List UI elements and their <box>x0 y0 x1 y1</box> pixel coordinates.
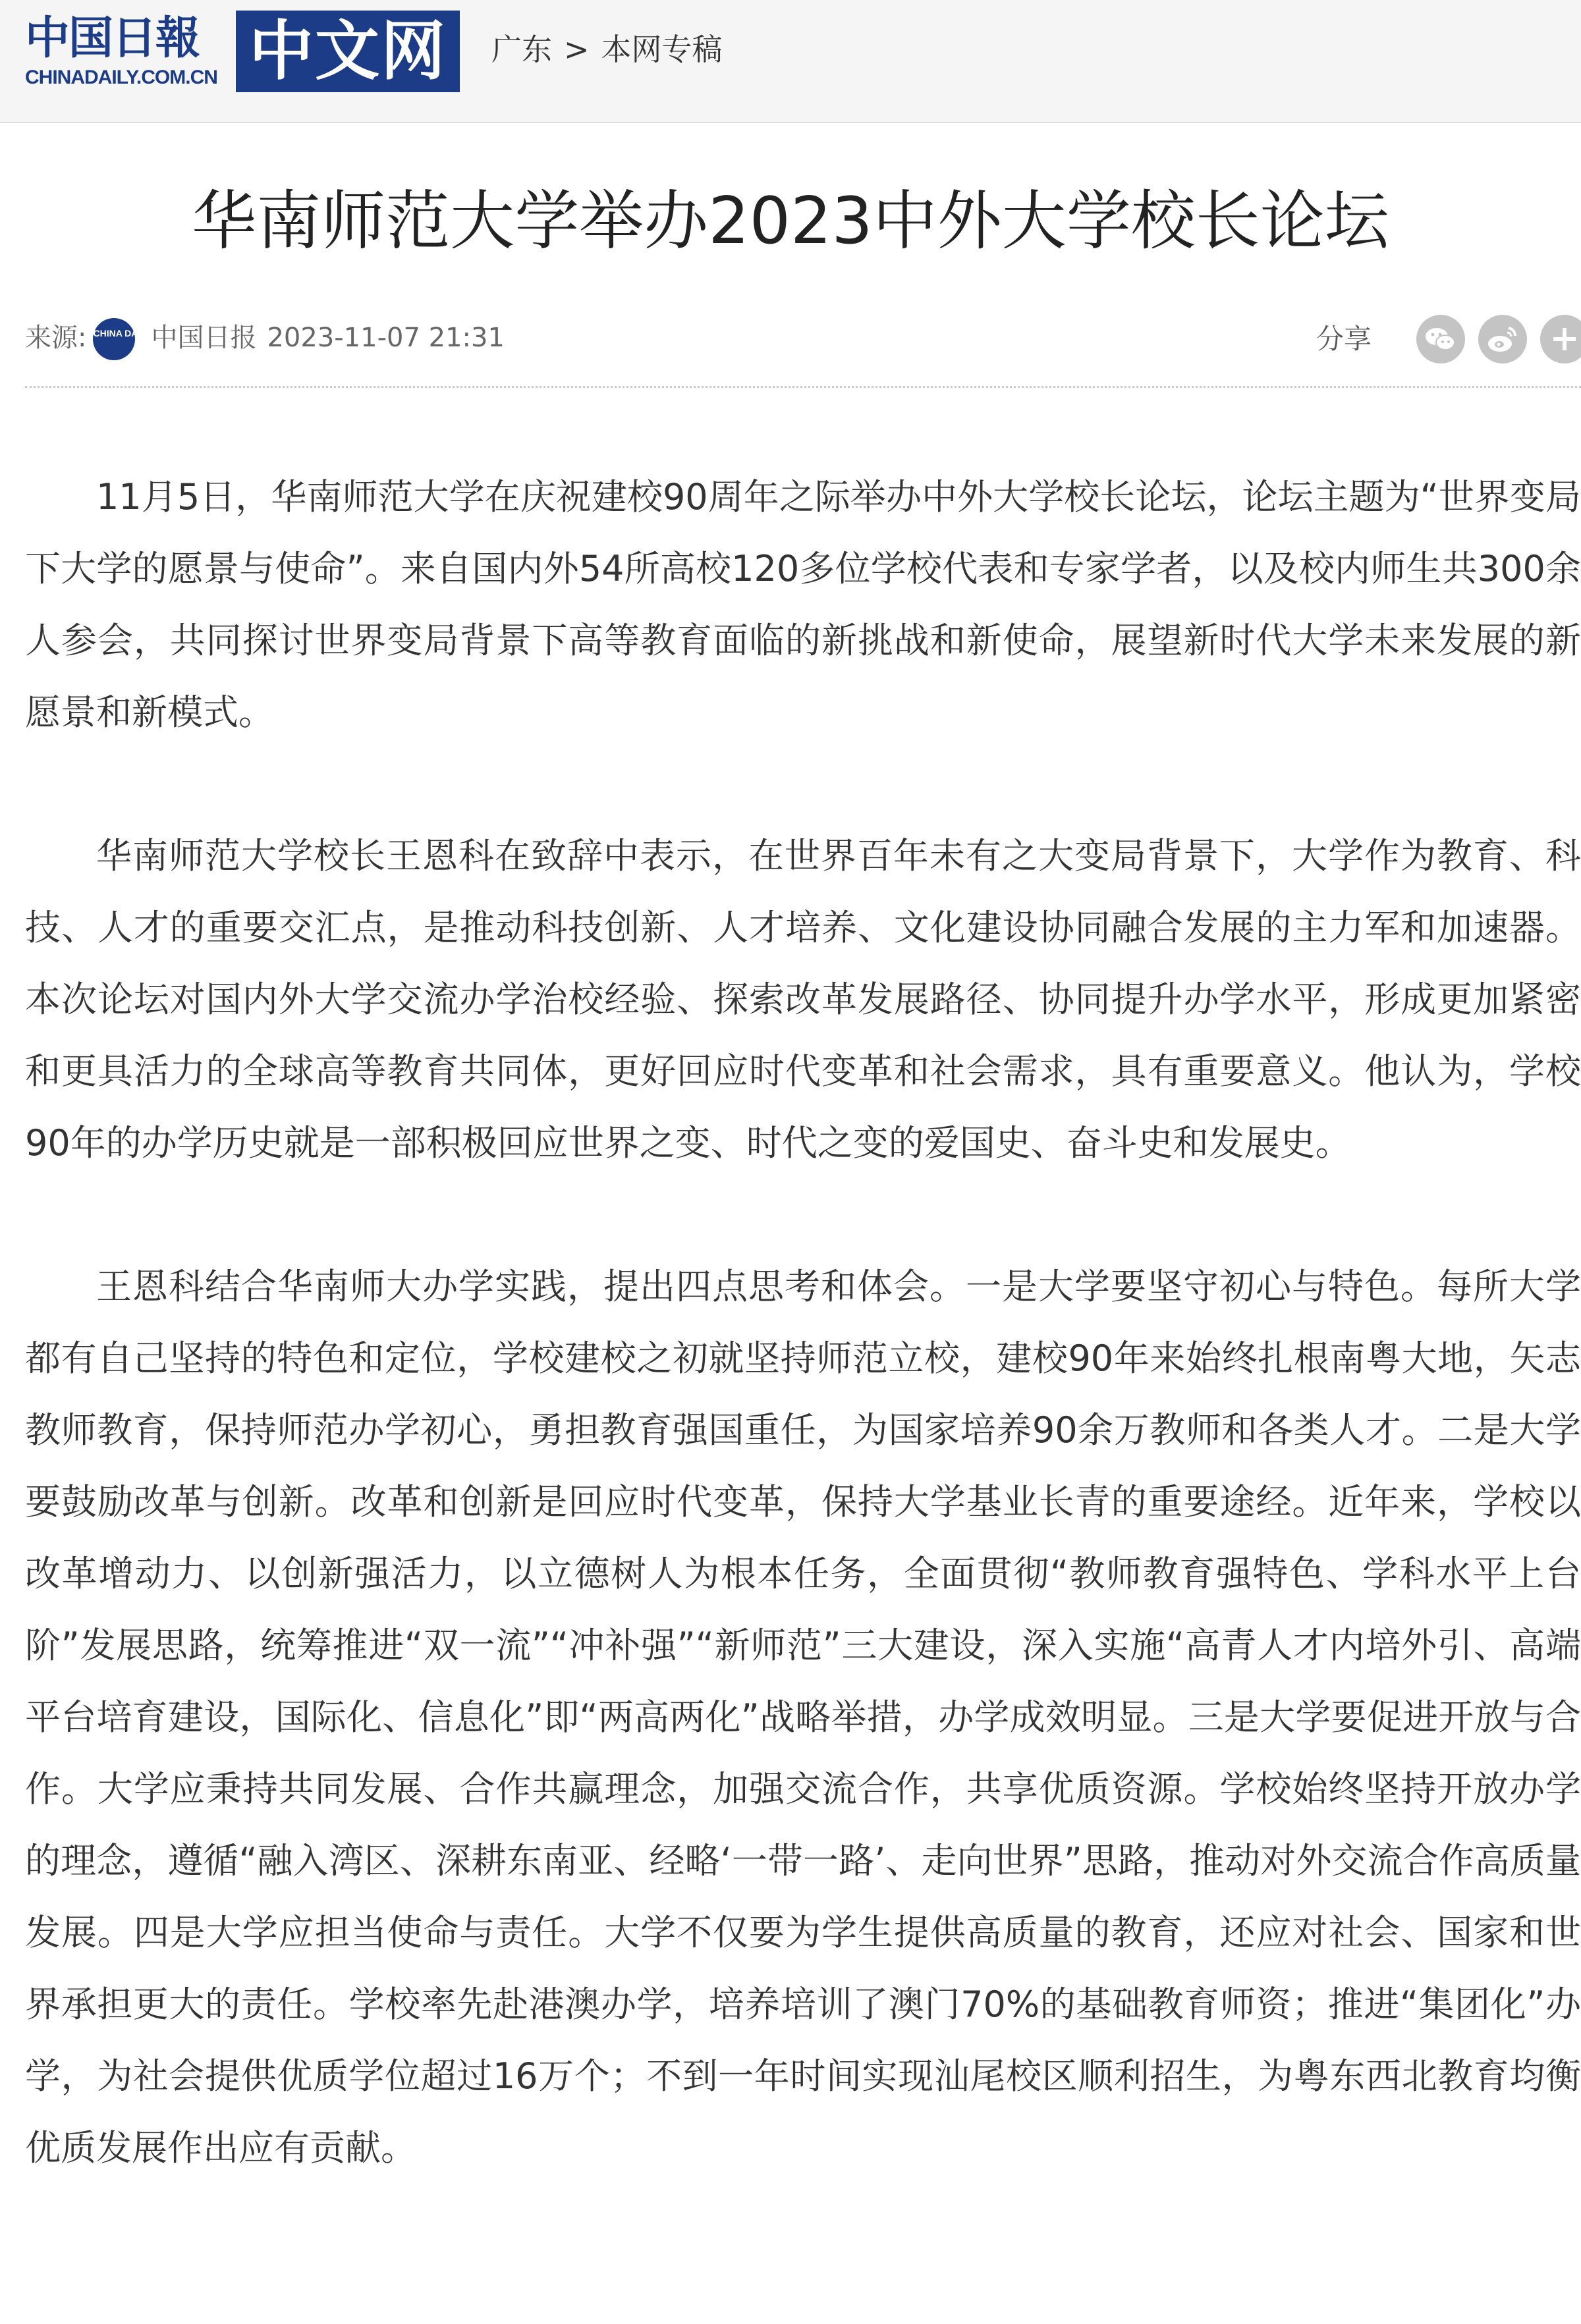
article-paragraph: 华南师范大学校长王恩科在致辞中表示，在世界百年未有之大变局背景下，大学作为教育、科技、人才的重要交汇点，是推动科技创新、人才培养、文化建设协同融合发展的主力军和加速器。本次论坛对国内外大学交流办学治校经验、探索改革发展路径、协同提升办学水平，形成更加紧密和更具活力的全球高等教育共同体，更好回应时代变革和社会需求，具有重要意义。他认为，学校90年的办学历史就是一部积极回应世界之变、时代之变的爱国史、奋斗史和发展史。 <box>25 835 1581 1164</box>
breadcrumb <box>491 26 723 72</box>
article-meta <box>25 315 505 361</box>
weibo-icon[interactable] <box>1478 315 1527 364</box>
plus-icon[interactable] <box>1540 315 1581 364</box>
breadcrumb-item-exclusive[interactable]: 本网专稿 <box>601 32 723 67</box>
share-label: 分享 <box>1316 323 1372 355</box>
page-title: 华南师范大学举办2023中外大学校长论坛 <box>192 184 1389 259</box>
source-name: 中国日报 <box>151 323 257 353</box>
china-daily-logo[interactable]: 中国日報 <box>25 12 200 65</box>
china-daily-source-logo: CHINA DAILY <box>93 318 135 360</box>
source-label: 来源: <box>25 323 87 353</box>
meta-divider <box>25 386 1581 388</box>
article-body <box>25 461 1581 2184</box>
wechat-icon[interactable] <box>1416 315 1465 364</box>
publish-datetime: 2023-11-07 21:31 <box>267 323 505 353</box>
site-header <box>0 0 1581 123</box>
chinese-site-logo[interactable]: 中文网 <box>236 11 460 92</box>
breadcrumb-item-guangdong[interactable]: 广东 <box>491 32 552 67</box>
article-paragraph: 11月5日，华南师范大学在庆祝建校90周年之际举办中外大学校长论坛，论坛主题为“世界变局下大学的愿景与使命”。来自国内外54所高校120多位学校代表和专家学者，以及校内师生共300余人参会，共同探讨世界变局背景下高等教育面临的新挑战和新使命，展望新时代大学未来发展的新愿景和新模式。 <box>25 476 1581 733</box>
china-daily-logo-url[interactable]: CHINADAILY.COM.CN <box>25 67 217 88</box>
breadcrumb-separator: > <box>564 32 590 67</box>
share-bar <box>1291 310 1581 369</box>
article-paragraph: 王恩科结合华南师大办学实践，提出四点思考和体会。一是大学要坚守初心与特色。每所大学都有自己坚持的特色和定位，学校建校之初就坚持师范立校，建校90年来始终扎根南粤大地，矢志教师教育，保持师范办学初心，勇担教育强国重任，为国家培养90余万教师和各类人才。二是大学要鼓励改革与创新。改革和创新是回应时代变革，保持大学基业长青的重要途经。近年来，学校以改革增动力、以创新强活力，以立德树人为根本任务，全面贯彻“教师教育强特色、学科水平上台阶”发展思路，统筹推进“双一流”“冲补强”“新师范”三大建设，深入实施“高青人才内培外引、高端平台培育建设，国际化、信息化”即“两高两化”战略举措，办学成效明显。三是大学要促进开放与合作。大学应秉持共同发展、合作共赢理念，加强交流合作，共享优质资源。学校始终坚持开放办学的理念，遵循“融入湾区、深耕东南亚、经略‘一带一路’、走向世界”思路，推动对外交流合作高质量发展。四是大学应担当使命与责任。大学不仅要为学生提供高质量的教育，还应对社会、国家和世界承担更大的责任。学校率先赴港澳办学，培养培训了澳门70%的基础教育师资；推进“集团化”办学，为社会提供优质学位超过16万个；不到一年时间实现汕尾校区顺利招生，为粤东西北教育均衡优质发展作出应有贡献。 <box>25 1266 1581 2169</box>
